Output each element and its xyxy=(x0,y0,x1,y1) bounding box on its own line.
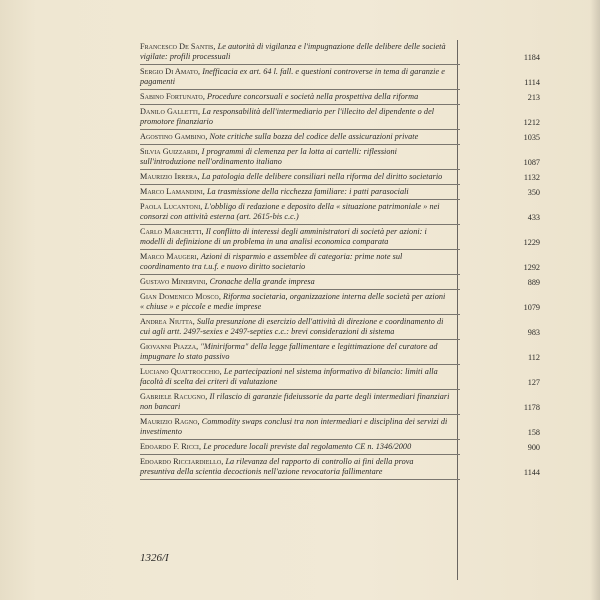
toc-entry xyxy=(140,225,460,250)
entry-text xyxy=(140,342,460,362)
entry-text xyxy=(140,392,460,412)
toc-entry xyxy=(140,145,460,170)
entry-author: Gabriele Racugno, xyxy=(140,392,208,401)
toc-entry xyxy=(140,415,460,440)
entry-author: Maurizio Ragno, xyxy=(140,417,200,426)
toc-entry xyxy=(140,315,460,340)
entry-page-number: 112 xyxy=(528,353,540,362)
entry-author: Edoardo Ricciardiello, xyxy=(140,457,224,466)
entry-title: Note critiche sulla bozza del codice delle assicurazioni private xyxy=(209,132,419,141)
entry-author: Silvia Guizzardi, xyxy=(140,147,200,156)
entry-text xyxy=(140,67,460,87)
entry-title: "Miniriforma" della legge fallimentare e legittimazione del curatore ad impugnare lo stato passivo xyxy=(140,342,438,361)
entry-text xyxy=(140,107,460,127)
toc-entry xyxy=(140,440,460,455)
toc-entry xyxy=(140,275,460,290)
entry-text xyxy=(140,172,460,182)
entry-author: Gian Domenico Mosco, xyxy=(140,292,221,301)
entry-text xyxy=(140,202,460,222)
entry-title: Le partecipazioni nel sistema informativo di bilancio: limiti alla facoltà di scelta dei criteri di valutazione xyxy=(140,367,438,386)
entry-title: La patologia delle delibere consiliari nella riforma del diritto societario xyxy=(201,172,443,181)
entry-page-number: 1229 xyxy=(523,238,540,247)
entry-author: Marco Maugeri, xyxy=(140,252,199,261)
entry-author: Edoardo F. Ricci, xyxy=(140,442,202,451)
toc-entry xyxy=(140,455,460,480)
entry-title: Le autorità di vigilanza e l'impugnazione delle delibere delle società vigilate: profili processuali xyxy=(140,42,446,61)
entry-author: Maurizio Irrera, xyxy=(140,172,200,181)
page-folio: 1326/I xyxy=(140,552,169,564)
entry-page-number: 1144 xyxy=(523,468,540,477)
toc-entry xyxy=(140,65,460,90)
entry-title: Procedure concorsuali e società nella prospettiva della riforma xyxy=(207,92,419,101)
entry-title: Inefficacia ex art. 64 l. fall. e questioni controverse in tema di garanzie e pagamenti xyxy=(140,67,445,86)
entry-text xyxy=(140,367,460,387)
entry-text xyxy=(140,132,460,142)
entry-author: Gustavo Minervini, xyxy=(140,277,208,286)
entry-page-number: 1079 xyxy=(523,303,540,312)
entry-title: Il conflitto di interessi degli amministratori di società per azioni: i modelli di definizione di un problema in una analisi economica comparata xyxy=(140,227,427,246)
toc-entry xyxy=(140,170,460,185)
toc-entry xyxy=(140,200,460,225)
entry-text xyxy=(140,227,460,247)
toc-entry xyxy=(140,40,460,65)
entry-text xyxy=(140,92,460,102)
entry-page-number: 213 xyxy=(527,93,540,102)
entry-title: I programmi di clemenza per la lotta ai cartelli: riflessioni sull'introduzione nell'ordinamento italiano xyxy=(140,147,397,166)
entry-author: Danilo Galletti, xyxy=(140,107,201,116)
entry-title: Cronache della grande impresa xyxy=(209,277,315,286)
entry-text xyxy=(140,457,460,477)
entry-text xyxy=(140,42,460,62)
entry-page-number: 433 xyxy=(527,213,540,222)
entry-author: Sergio Di Amato, xyxy=(140,67,201,76)
entry-author: Luciano Quattrocchio, xyxy=(140,367,222,376)
entry-title: Commodity swaps conclusi tra non intermediari e disciplina dei servizi di investimento xyxy=(140,417,448,436)
entry-text xyxy=(140,252,460,272)
entry-author: Agostino Gambino, xyxy=(140,132,208,141)
entry-page-number: 983 xyxy=(527,328,540,337)
entry-title: Azioni di risparmio e assemblee di categoria: prime note sul coordinamento tra t.u.f. e nuovo diritto societario xyxy=(140,252,403,271)
entry-author: Sabino Fortunato, xyxy=(140,92,205,101)
entry-page-number: 158 xyxy=(527,428,540,437)
entry-page-number: 1184 xyxy=(523,53,540,62)
entry-text xyxy=(140,187,460,197)
toc-entry xyxy=(140,365,460,390)
entry-page-number: 1178 xyxy=(523,403,540,412)
toc-entry xyxy=(140,185,460,200)
entry-page-number: 350 xyxy=(527,188,540,197)
toc-entry xyxy=(140,105,460,130)
entry-text xyxy=(140,277,460,287)
entry-title: La rilevanza del rapporto di controllo ai fini della prova presuntiva della scientia decoctionis nell'azione revocatoria fallimentare xyxy=(140,457,414,476)
entry-page-number: 900 xyxy=(527,443,540,452)
page-edge-shadow xyxy=(590,0,600,600)
entry-text xyxy=(140,147,460,167)
entry-title: Sulla presunzione di esercizio dell'attività di direzione e coordinamento di cui agli artt. 2497-sexies e 2497-septies c.c.: brevi considerazioni di sistema xyxy=(140,317,444,336)
toc-entry xyxy=(140,130,460,145)
toc-entry xyxy=(140,250,460,275)
entry-author: Paola Lucantoni, xyxy=(140,202,203,211)
entry-text xyxy=(140,292,460,312)
entry-text xyxy=(140,317,460,337)
toc-entry xyxy=(140,290,460,315)
entry-page-number: 1132 xyxy=(523,173,540,182)
toc-entry xyxy=(140,390,460,415)
entry-page-number: 889 xyxy=(527,278,540,287)
entry-author: Andrea Niutta, xyxy=(140,317,195,326)
entry-author: Francesco De Santis, xyxy=(140,42,216,51)
table-of-contents xyxy=(140,40,460,480)
entry-page-number: 1035 xyxy=(523,133,540,142)
entry-author: Giovanni Piazza, xyxy=(140,342,199,351)
entry-author: Carlo Marchetti, xyxy=(140,227,204,236)
entry-text xyxy=(140,417,460,437)
entry-title: La responsabilità dell'intermediario per l'illecito del dipendente o del promotore finanziario xyxy=(140,107,435,126)
entry-page-number: 1212 xyxy=(523,118,540,127)
entry-title: L'obbligo di redazione e deposito della « situazione patrimoniale » nei consorzi con attività esterna (art. 2615-bis c.c.) xyxy=(140,202,440,221)
entry-author: Marco Lamandini, xyxy=(140,187,205,196)
entry-page-number: 1292 xyxy=(523,263,540,272)
toc-entry xyxy=(140,340,460,365)
entry-title: Le procedure locali previste dal regolamento CE n. 1346/2000 xyxy=(203,442,412,451)
entry-text xyxy=(140,442,460,452)
entry-page-number: 127 xyxy=(527,378,540,387)
entry-page-number: 1114 xyxy=(524,78,540,87)
entry-page-number: 1087 xyxy=(523,158,540,167)
entry-title: Riforma societaria, organizzazione interna delle società per azioni « chiuse » e piccole e medie imprese xyxy=(140,292,446,311)
entry-title: Il rilascio di garanzie fideiussorie da parte degli intermediari finanziari non bancari xyxy=(140,392,450,411)
toc-entry xyxy=(140,90,460,105)
entry-title: La trasmissione della ricchezza familiare: i patti parasociali xyxy=(206,187,409,196)
